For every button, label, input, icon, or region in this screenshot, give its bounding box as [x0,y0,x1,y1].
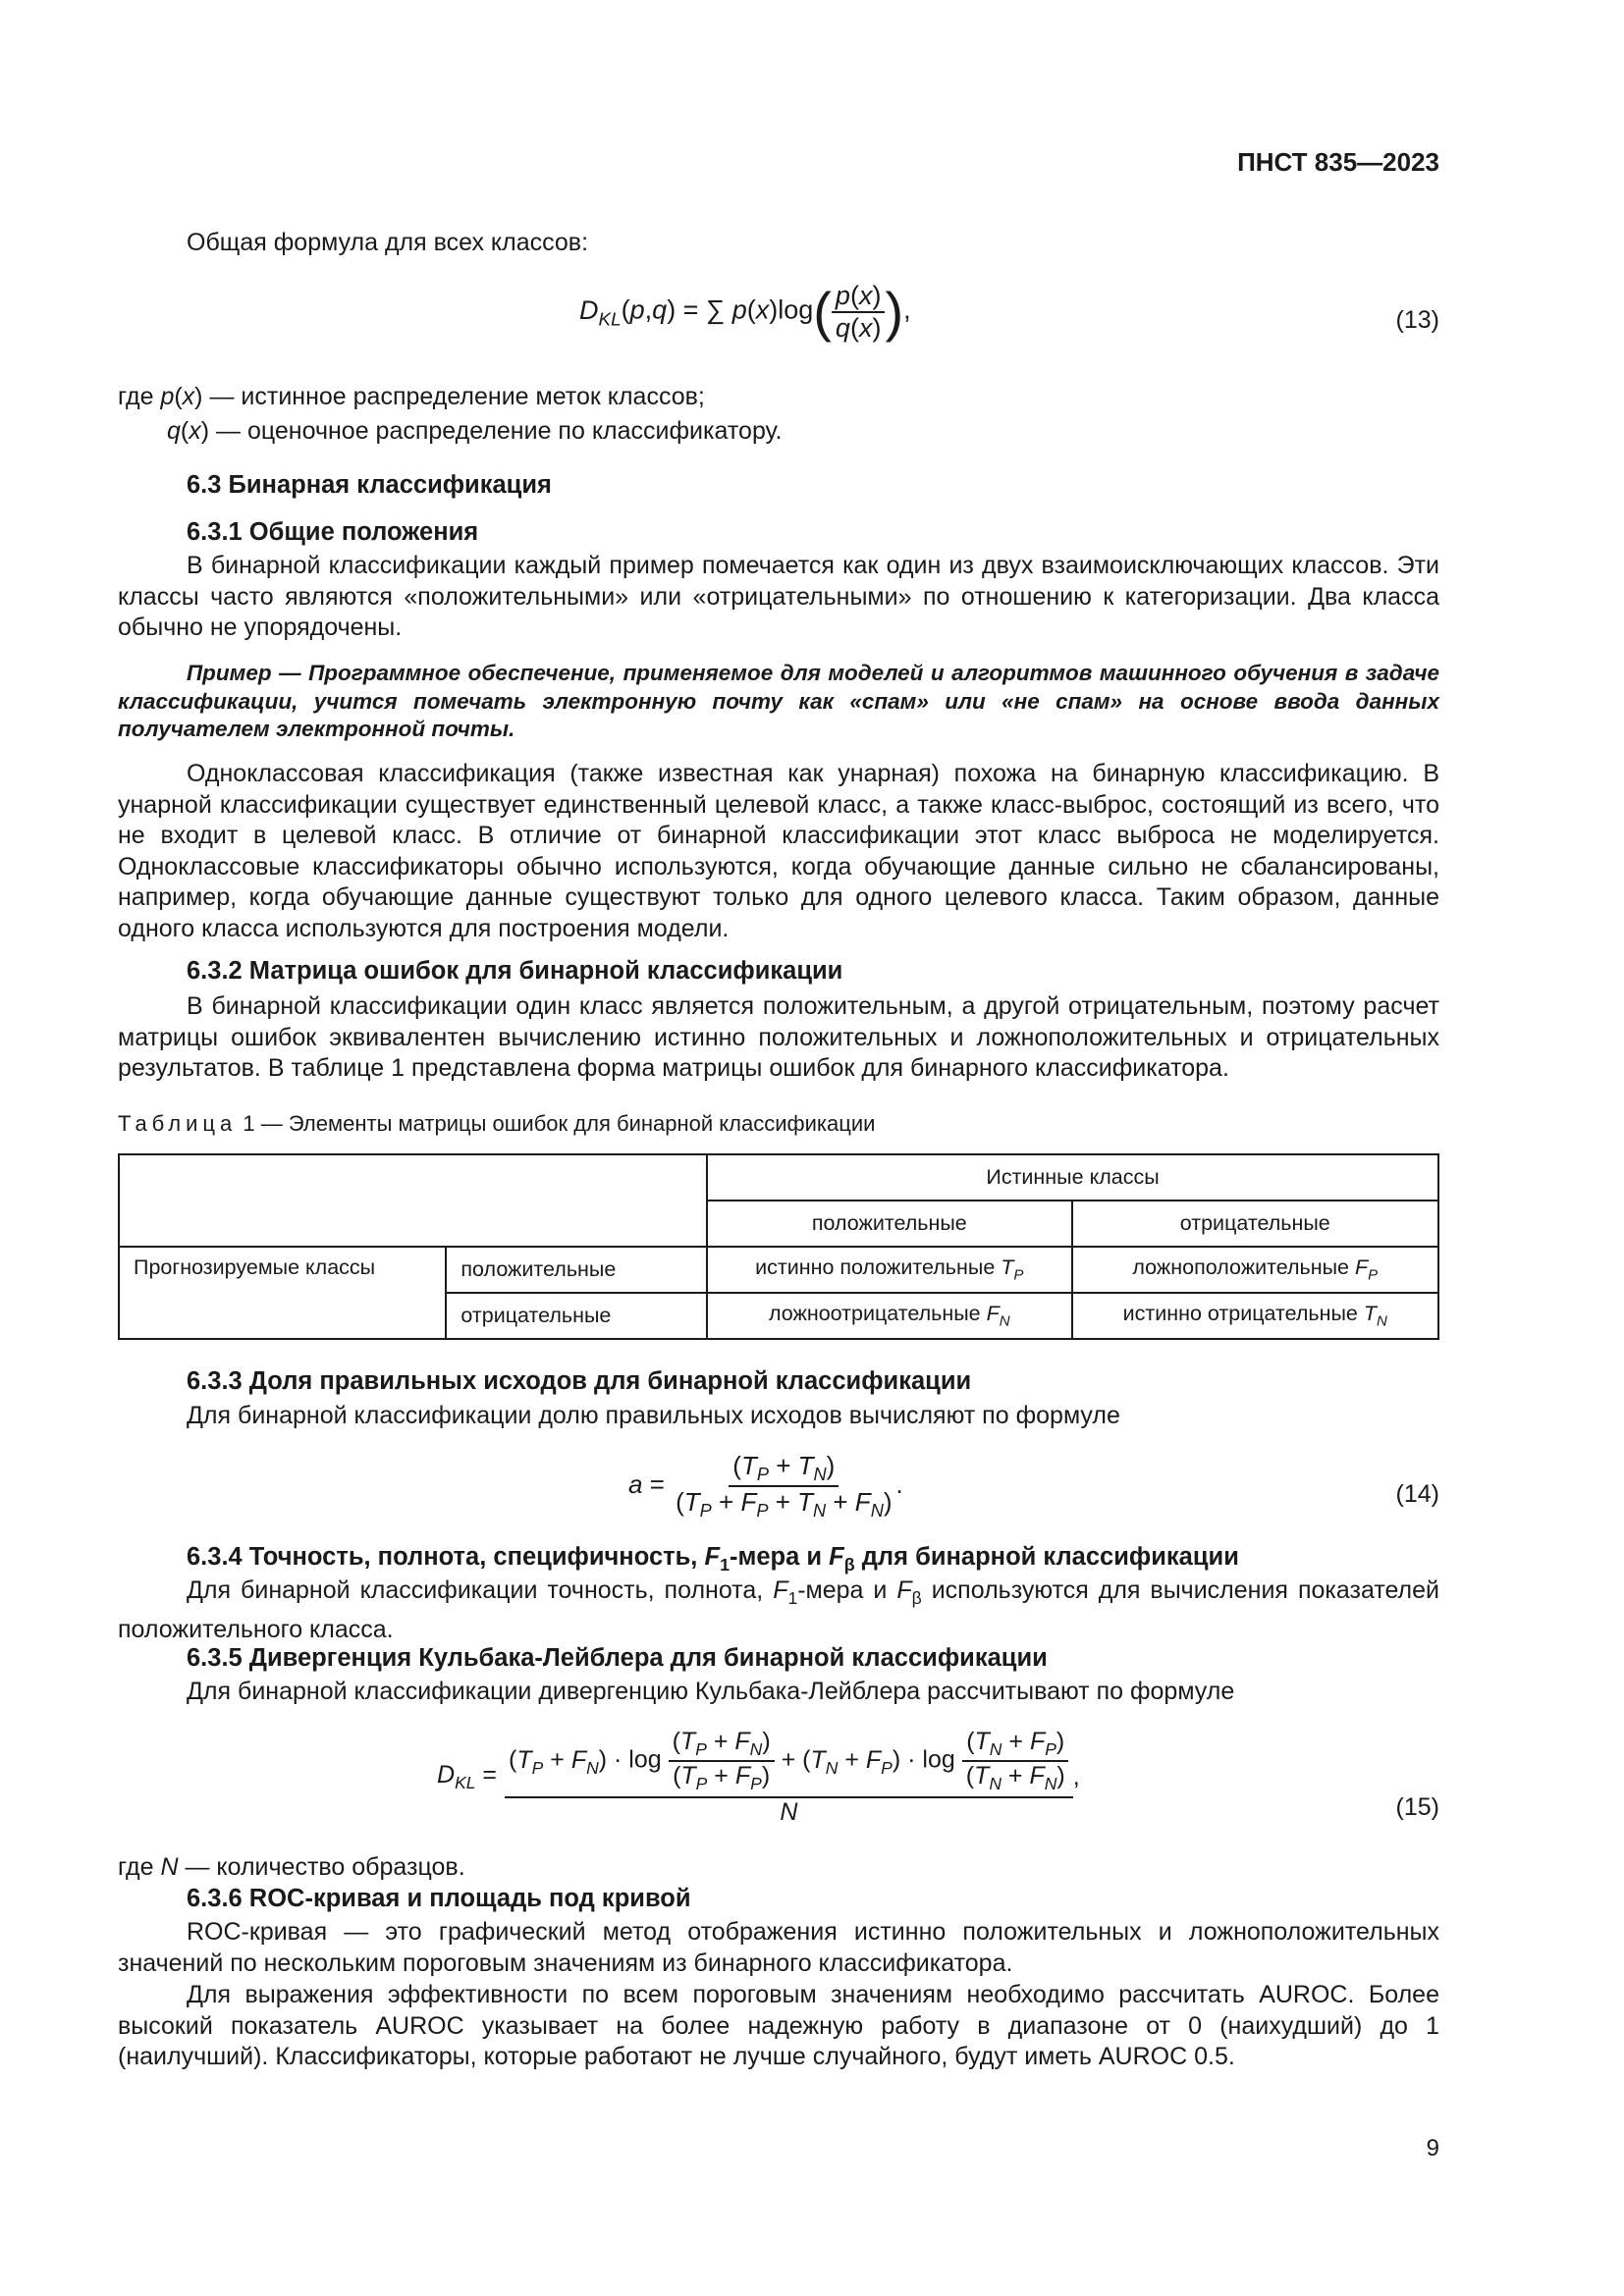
where-p-definition: где p(x) — истинное распределение меток классов; [118,383,705,410]
heading-6-3-3: 6.3.3 Доля правильных исходов для бинарной классификации [187,1367,972,1395]
cell-fn-text: ложноотрицательные [768,1302,981,1326]
paragraph-6-3-4-part3: используются для вычисления показателей положительного класса. [118,1576,1440,1643]
formula-13: $D_{KL}(p,q)$ = ∑ p(x)log( $\frac{p(x)}{q(x)}$ ), [579,280,911,343]
confusion-matrix-table [118,1153,1439,1340]
paragraph-6-3-5: Для бинарной классификации дивергенцию Кульбака-Лейблера рассчитывают по формуле [187,1678,1235,1705]
where-n-definition: где N — количество образцов. [118,1853,465,1881]
paragraph-roc-2: Для выражения эффективности по всем пороговым значениям необходимо рассчитать AUROC. Более высокий показатель AUROC указывает на более надежную работу в диапазоне от 0 (наихудший) до 1 (наилучший). Классификаторы, которые работают не лучше случайного, будут иметь AUROC 0.5. [118,1981,1439,2070]
where-q-definition: q(x) — оценочное распределение по классификатору. [167,417,783,445]
equation-number-14: (14) [1395,1480,1439,1508]
heading-6-3-6: 6.3.6 ROC-кривая и площадь под кривой [187,1885,691,1912]
where-p-text: — истинное распределение меток классов; [209,383,705,410]
paragraph-6-3-4: Для бинарной классификации точность, полнота, $F_1$-мера и $F_\beta$ используются для вычисления показателей положительного класса. [118,1576,1440,1643]
true-classes-header: Истинные классы [707,1154,1438,1201]
heading-6-3-4-part1: 6.3.4 Точность, полнота, специфичность, [187,1543,698,1571]
cell-fp: ложноположительные $F_P$ [1072,1247,1438,1293]
equation-number-15: (15) [1395,1793,1439,1821]
formula-14: a = $\frac{(T_P + T_N)}{(T_P + F_P + T_N + F_N)}$ . [628,1451,903,1522]
heading-6-3-4-part2: -мера и [730,1543,823,1571]
table-caption [118,1111,875,1137]
heading-6-3-5: 6.3.5 Дивергенция Кульбака-Лейблера для бинарной классификации [187,1644,1048,1672]
cell-tp-text: истинно положительные [755,1255,996,1280]
table-caption-text: 1 — Элементы матрицы ошибок для бинарной классификации [243,1111,876,1136]
table-empty-corner [119,1154,707,1247]
heading-6-3-2: 6.3.2 Матрица ошибок для бинарной классификации [187,957,843,985]
where-q-text: — оценочное распределение по классификатору. [216,417,783,445]
paragraph-roc-1: ROC-кривая — это графический метод отображения истинно положительных и ложноположительных значений по нескольким пороговым значениям из бинарного классификатора. [118,1918,1439,1977]
paragraph-one-class: Одноклассовая классификация (также известная как унарная) похожа на бинарную классификацию. В унарной классификации существует единственный целевой класс, а также класс-выброс, состоящий из всего, что не входит в целевой класс. В отличие от бинарной классификации этот класс выброса не моделируется. Одноклассовые классификаторы обычно используются, когда обучающие данные сильно не сбалансированы, например, когда обучающие данные существуют только для одного целевого класса. Таким образом, данные одного класса используются для построения модели. [118,760,1439,942]
formula-intro: Общая формула для всех классов: [187,229,589,256]
paragraph-6-3-1: В бинарной классификации каждый пример помечается как один из двух взаимоисключающих классов. Эти классы часто являются «положительными» или «отрицательными» по отношению к категоризации. Два класса обычно не упорядочены. [118,552,1439,641]
example-note: Пример — Программное обеспечение, применяемое для моделей и алгоритмов машинного обучения в задаче классификации, учится помечать электронную почту как «спам» или «не спам» на основе ввода данных получателем электронной почты. [118,661,1439,741]
formula-15: $D_{KL}$ = $(T_P + F_N) \cdot \log$ $\frac{(T_P + F_N)}{(T_P + F_P)}$ + $(T_N + F_P) \cdot \log$ $\frac{(T_N + F_P)}{(T_N + F_N)}$ N , [437,1728,1080,1826]
table-caption-prefix: Таблица [118,1111,238,1136]
predicted-negative-label: отрицательные [446,1293,707,1339]
cell-fn: ложноотрицательные $F_N$ [707,1293,1071,1339]
paragraph-6-3-4-part1: Для бинарной классификации точность, полнота, [187,1576,764,1604]
cell-tn-text: истинно отрицательные [1122,1302,1358,1326]
true-negative-column-header: отрицательные [1072,1201,1438,1247]
heading-6-3-1: 6.3.1 Общие положения [187,518,479,546]
table-row [119,1247,1438,1293]
predicted-positive-label: положительные [446,1247,707,1293]
heading-6-3-4-part3: для бинарной классификации [861,1543,1239,1571]
heading-6-3-4: 6.3.4 Точность, полнота, специфичность, $F_1$-мера и $F_\beta$ для бинарной классификации [187,1543,1239,1575]
where-n-text: — количество образцов. [185,1853,465,1881]
table-header-row [119,1154,1438,1201]
paragraph-6-3-3: Для бинарной классификации долю правильных исходов вычисляют по формуле [187,1402,1120,1429]
true-positive-column-header: положительные [707,1201,1071,1247]
page-number: 9 [1426,2135,1439,2162]
heading-6-3: 6.3 Бинарная классификация [187,471,552,499]
equation-number-13: (13) [1395,306,1439,334]
predicted-classes-header: Прогнозируемые классы [119,1247,446,1339]
cell-tn: истинно отрицательные $T_N$ [1072,1293,1438,1339]
paragraph-6-3-2: В бинарной классификации один класс является положительным, а другой отрицательным, поэтому расчет матрицы ошибок эквивалентен вычислению истинно положительных и ложноположительных и отрицательных результатов. В таблице 1 представлена форма матрицы ошибок для бинарного классификатора. [118,992,1439,1082]
cell-tp: истинно положительные $T_P$ [707,1247,1071,1293]
paragraph-6-3-4-part2: -мера и [797,1576,888,1604]
document-code: ПНСТ 835—2023 [1237,147,1439,177]
cell-fp-text: ложноположительные [1132,1255,1349,1280]
